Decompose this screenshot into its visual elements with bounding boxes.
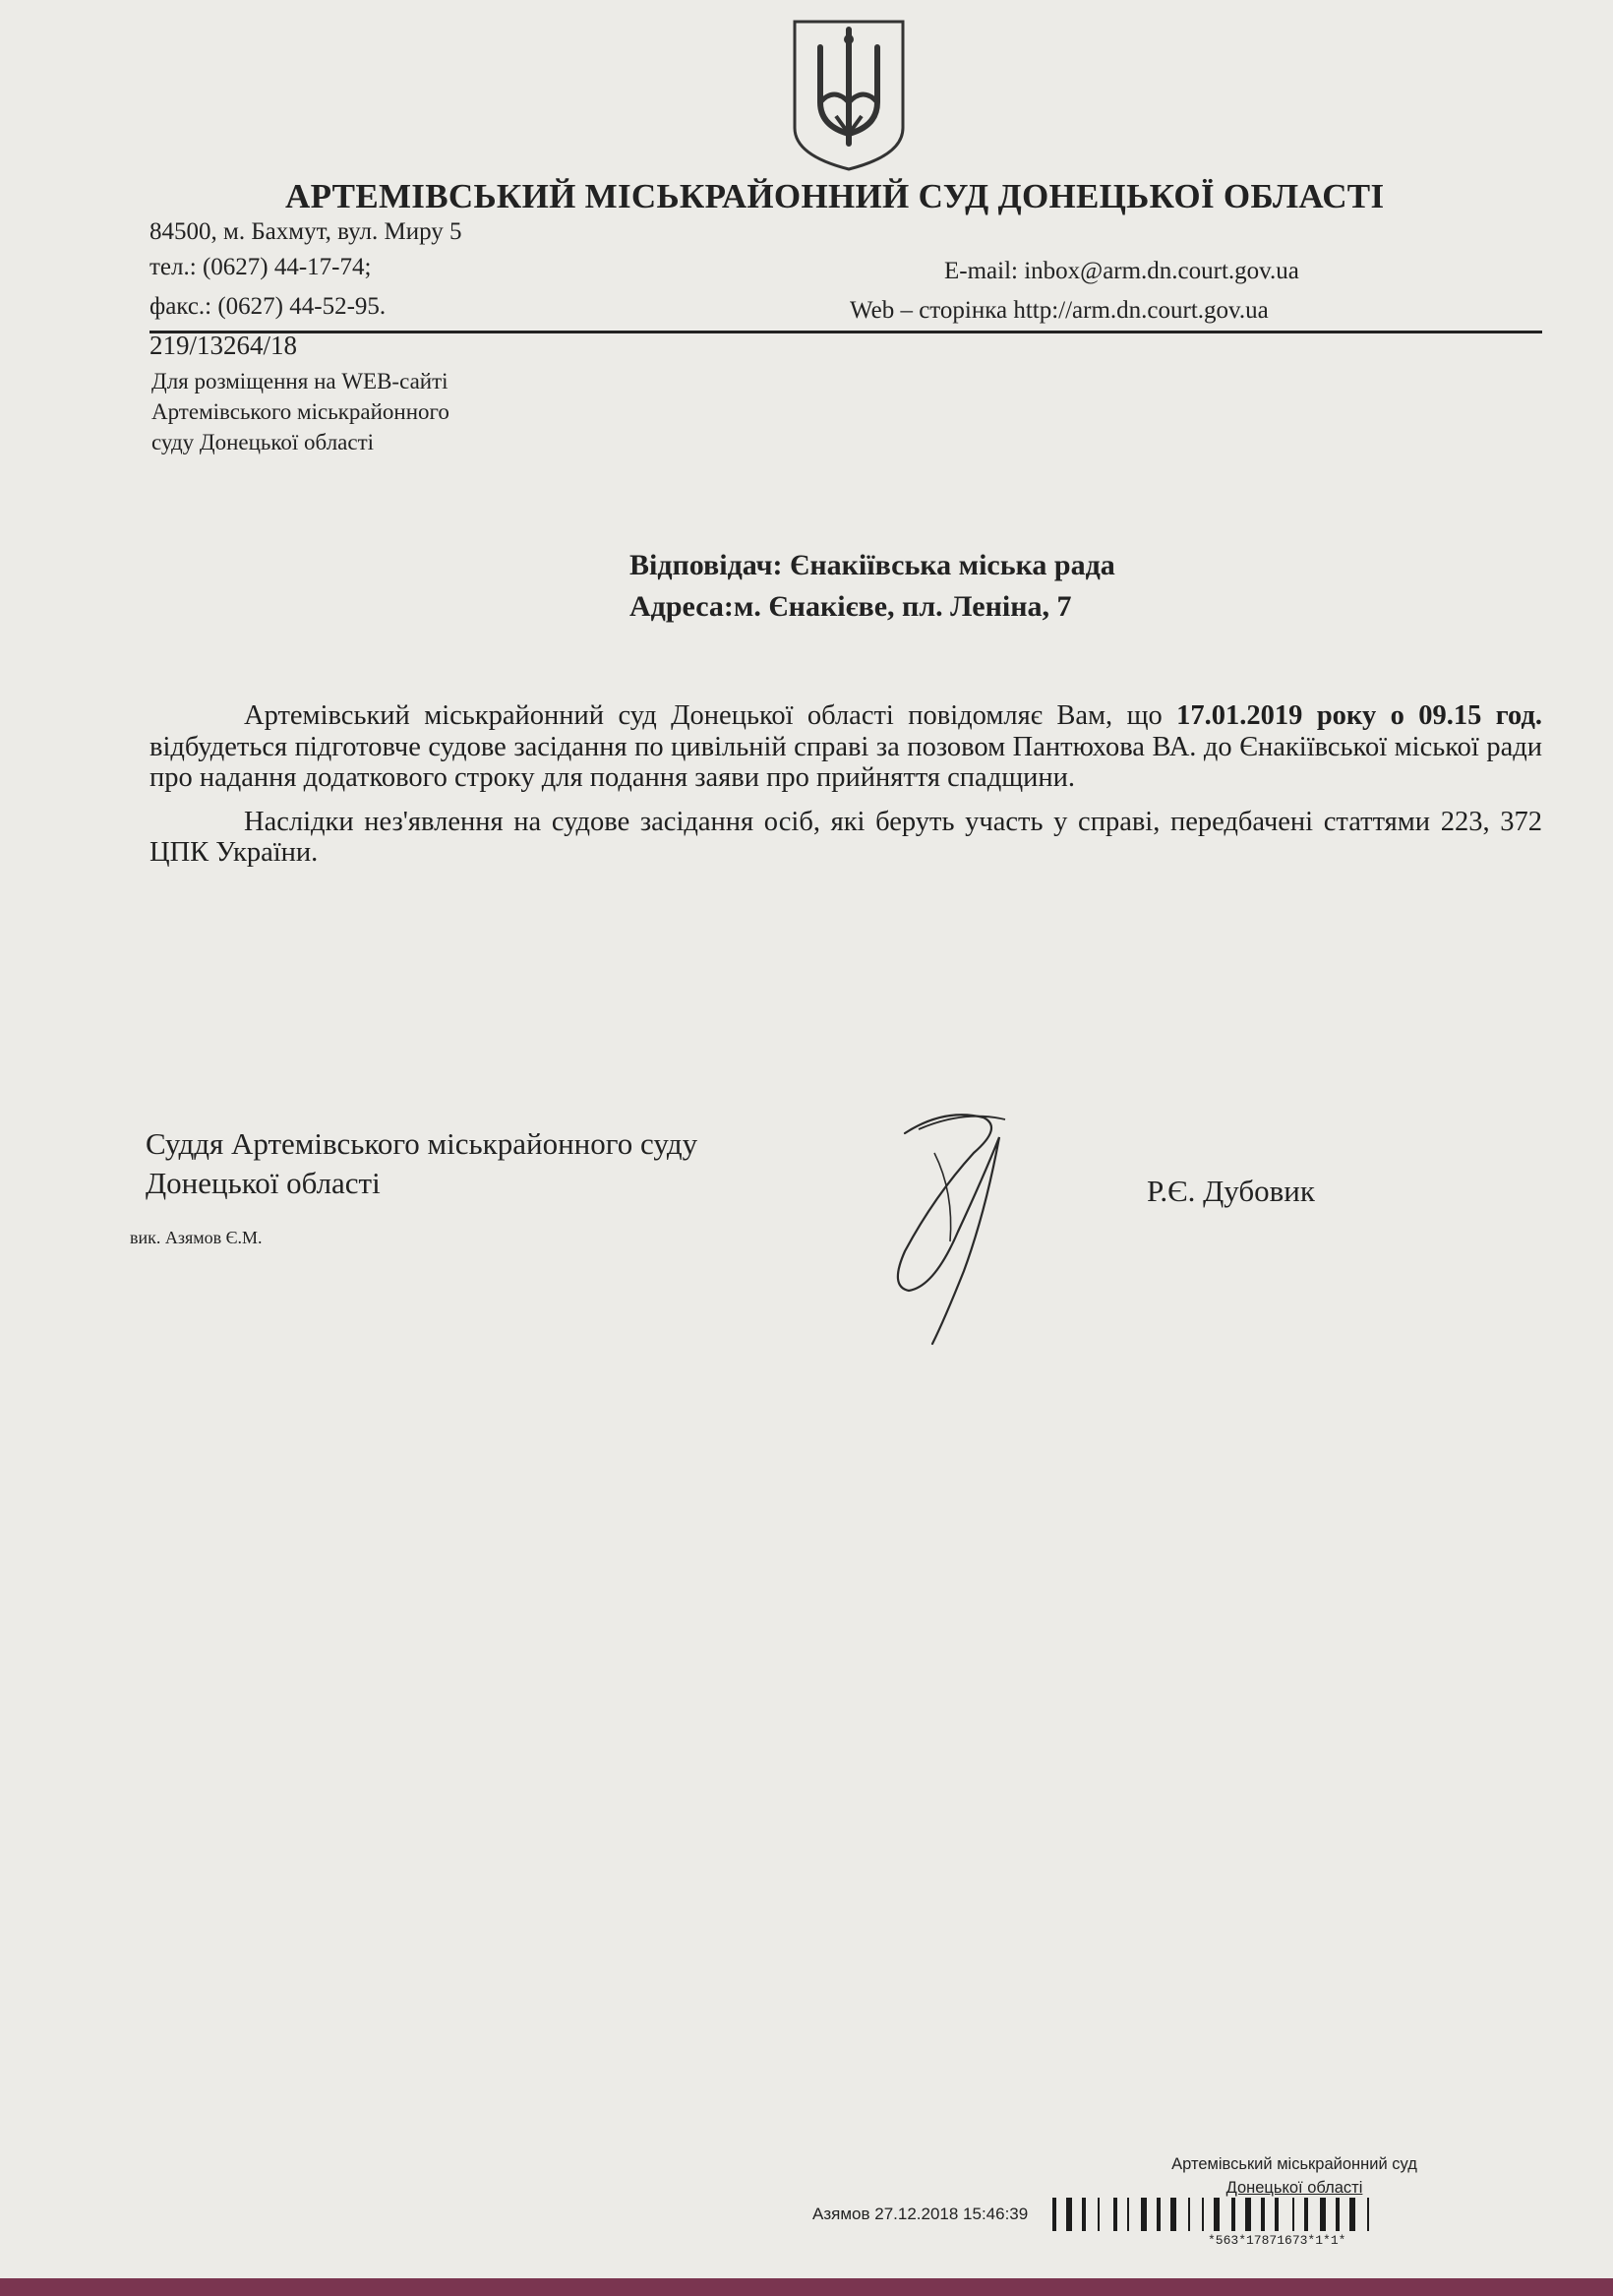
stamp-court-line: Донецької області bbox=[1225, 2179, 1363, 2197]
executor-note: вик. Азямов Є.М. bbox=[130, 1228, 263, 1247]
web-note-line: Для розміщення на WEB-сайті bbox=[151, 369, 448, 393]
web-placement-note bbox=[151, 366, 565, 457]
judge-title-line: Суддя Артемівського міськрайонного суду bbox=[146, 1126, 698, 1161]
registration-stamp bbox=[1157, 2152, 1432, 2200]
court-phone: тел.: (0627) 44-17-74; bbox=[149, 254, 372, 280]
barcode bbox=[1052, 2198, 1544, 2231]
recipient-block bbox=[629, 545, 1115, 628]
web-note-line: Артемівського міськрайонного bbox=[151, 399, 449, 424]
hearing-datetime: 17.01.2019 року о 09.15 год. bbox=[1176, 700, 1542, 731]
barcode-bar bbox=[1261, 2198, 1265, 2231]
body-text: Артемівський міськрайонний суд Донецької області повідомляє Вам, що bbox=[244, 700, 1177, 731]
judge-name: Р.Є. Дубовик bbox=[1147, 1174, 1315, 1208]
web-note-line: суду Донецької області bbox=[151, 430, 375, 454]
court-website: Web – сторінка http://arm.dn.court.gov.ua bbox=[850, 297, 1269, 324]
barcode-bar bbox=[1066, 2198, 1072, 2231]
court-email: E-mail: inbox@arm.dn.court.gov.ua bbox=[944, 258, 1299, 284]
judge-title-line: Донецької області bbox=[146, 1166, 381, 1200]
barcode-bar bbox=[1082, 2198, 1086, 2231]
stamp-date: Азямов 27.12.2018 15:46:39 bbox=[812, 2205, 1029, 2223]
barcode-bar bbox=[1320, 2198, 1326, 2231]
recipient-address: Адреса:м. Єнакієве, пл. Леніна, 7 bbox=[629, 590, 1072, 623]
recipient-defendant: Відповідач: Єнакіївська міська рада bbox=[629, 549, 1115, 581]
court-fax: факс.: (0627) 44-52-95. bbox=[149, 293, 387, 320]
barcode-bar bbox=[1098, 2198, 1100, 2231]
barcode-bar bbox=[1214, 2198, 1220, 2231]
barcode-bar bbox=[1304, 2198, 1308, 2231]
scan-edge bbox=[0, 2278, 1613, 2296]
court-address: 84500, м. Бахмут, вул. Миру 5 bbox=[149, 218, 462, 245]
coat-of-arms-icon bbox=[791, 18, 907, 173]
barcode-bar bbox=[1202, 2198, 1204, 2231]
barcode-bar bbox=[1188, 2198, 1190, 2231]
stamp-court-line: Артемівський міськрайонний суд bbox=[1171, 2155, 1417, 2173]
barcode-bar bbox=[1245, 2198, 1251, 2231]
barcode-bar bbox=[1275, 2198, 1279, 2231]
barcode-bar bbox=[1141, 2198, 1147, 2231]
header-divider bbox=[149, 331, 1542, 333]
barcode-bar bbox=[1292, 2198, 1294, 2231]
barcode-bar bbox=[1349, 2198, 1355, 2231]
barcode-bar bbox=[1336, 2198, 1340, 2231]
court-title: АРТЕМІВСЬКИЙ МІСЬКРАЙОННИЙ СУД ДОНЕЦЬКОЇ ОБЛАСТІ bbox=[285, 177, 1385, 215]
registration-number: 219/13264/18 bbox=[149, 331, 298, 360]
letter-body bbox=[149, 700, 1542, 881]
body-paragraph bbox=[149, 700, 1542, 794]
barcode-bar bbox=[1113, 2198, 1117, 2231]
judge-title bbox=[146, 1124, 697, 1203]
handwritten-signature bbox=[875, 1094, 1023, 1350]
barcode-text: *563*17871673*1*1* bbox=[1208, 2233, 1346, 2248]
barcode-bar bbox=[1231, 2198, 1235, 2231]
body-paragraph: Наслідки нез'явлення на судове засідання осіб, які беруть участь у справі, передбачені статтями 223, 372 ЦПК України. bbox=[149, 806, 1542, 868]
barcode-bar bbox=[1052, 2198, 1056, 2231]
barcode-bar bbox=[1127, 2198, 1129, 2231]
barcode-bar bbox=[1157, 2198, 1161, 2231]
barcode-bar bbox=[1367, 2198, 1369, 2231]
barcode-bar bbox=[1170, 2198, 1176, 2231]
body-text: відбудеться підготовче судове засідання по цивільній справі за позовом Пантюхова ВА. до Єнакіївської міської ради про надання додаткового строку для подання заяви про прийняття спадщини. bbox=[149, 731, 1542, 793]
